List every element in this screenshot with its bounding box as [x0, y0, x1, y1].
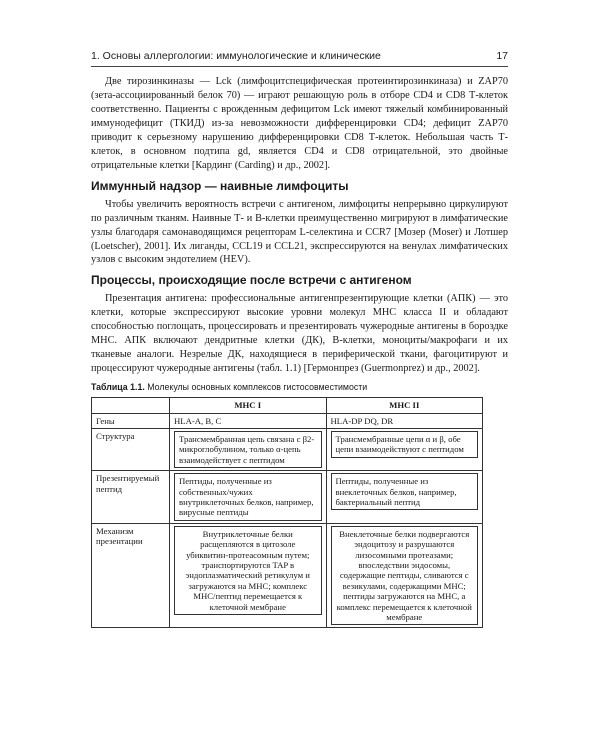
cell-mhc1-wrap: [170, 523, 327, 628]
cell-mhc2-wrap: [326, 523, 483, 628]
header-rule: [91, 66, 508, 67]
row-label: Гены: [92, 413, 170, 428]
table-row: [92, 413, 483, 428]
page-body: [91, 75, 508, 628]
cell-mhc1-wrap: [170, 471, 327, 524]
cell-mhc1: Пептиды, полученные из собственных/чужих внутриклеточных белков, например, вирусные пептиды: [174, 473, 322, 521]
running-head: [91, 50, 508, 62]
cell-mhc2: Пептиды, полученные из внеклеточных белков, например, бактериальный пептид: [331, 473, 479, 510]
table-header-mhc1: MHC I: [170, 398, 327, 413]
table-row: [92, 428, 483, 470]
cell-mhc2: Трансмембранные цепи α и β, обе цепи взаимодействуют с пептидом: [331, 431, 479, 458]
cell-mhc1: HLA-A, B, C: [170, 413, 327, 428]
section-heading-immune-surveillance: Иммунный надзор — наивные лимфоциты: [91, 178, 349, 193]
paragraph-lymphocyte-circulation: Чтобы увеличить вероятность встречи с антигеном, лимфоциты непрерывно циркулируют по различным тканям. Наивные Т- и В-клетки преимущественно мигрируют в лимфатические узлы благодаря самонаводящимся рецепторам L-селектина и CCR7 [Мозер (Moser) и Лотшер (Loetscher), 2001]. Их лиганды, CCL19 и CCL21, экспрессируются на венулах лимфатических узлов с высоким эндотелием (HEV).: [91, 198, 508, 266]
cell-mhc2: HLA-DP DQ, DR: [326, 413, 483, 428]
mhc-table: [91, 397, 483, 628]
table-header-row: [92, 398, 483, 413]
table-caption-label: Таблица 1.1.: [91, 382, 145, 393]
cell-mhc1: Внутриклеточные белки расщепляются в цитозоле убиквитин-протеасомным путем; транспортируются TAP в эндоплазматический ретикулум и загружаются на MHC; комплекс MHC/пептид перемещается к клеточной мембране: [174, 526, 322, 615]
table-caption-text: Молекулы основных комплексов гистосовместимости: [147, 382, 368, 393]
table-caption: [91, 382, 508, 393]
cell-mhc1: Трансмембранная цепь связана с β2-микроглобулином, только α-цепь взаимодействует с пептидом: [174, 431, 322, 468]
cell-mhc2: Внеклеточные белки подвергаются эндоцитозу и разрушаются лизосомными протеазами; впоследствии эндосомы, содержащие пептиды, сливаются с везикулами, содержащими MHC; пептиды загружаются на MHC, а комплекс перемещается к клеточной мембране: [331, 526, 479, 626]
paragraph-antigen-presentation: Презентация антигена: профессиональные антигенпрезентирующие клетки (АПК) — это клетки, которые экспрессируют высокие уровни молекул MHC класса II и обладают способностью поглощать, процессировать и презентировать чужеродные антигены в бороздке MHC. АПК включают дендритные клетки (ДК), В-клетки, моноциты/макрофаги и их тканевые аналоги. Незрелые ДК, находящиеся в периферической ткани, фагоцитируют и процессируют чужеродные антигены (табл. 1.1) [Гермонпрез (Guermonprez) и др., 2002].: [91, 293, 508, 375]
paragraph-tyrosine-kinases: Две тирозинкиназы — Lck (лимфоцитспецифическая протеинтирозинкиназа) и ZAP70 (зета-ассоциированный белок 70) — играют решающую роль в отборе CD4 и CD8 Т-клеток соответственно. Пациенты с врожденным дефицитом Lck имеют тяжелый комбинированный иммунодефицит (ТКИД) из-за невозможности дифференцировки CD4; дефицит ZAP70 приводит к серьезному нарушению дифференцировки CD8 Т-клеток. Небольшая часть Т-клеток, в основном подтипа gd, является CD4 и CD8 отрицательной, это двойные отрицательные клетки [Кардинг (Carding) и др., 2002].: [91, 76, 508, 171]
page-number: 17: [496, 50, 508, 62]
row-label: Структура: [92, 428, 170, 470]
cell-mhc2-wrap: [326, 428, 483, 470]
table-row: [92, 471, 483, 524]
cell-mhc1-wrap: [170, 428, 327, 470]
cell-mhc2-wrap: [326, 471, 483, 524]
table-header-mhc2: MHC II: [326, 398, 483, 413]
table-row: [92, 523, 483, 628]
table-header-empty: [92, 398, 170, 413]
row-label: Презентируемый пептид: [92, 471, 170, 524]
running-head-title: 1. Основы аллергологии: иммунологические и клинические: [91, 50, 381, 62]
section-heading-antigen-processes: Процессы, происходящие после встречи с антигеном: [91, 273, 412, 288]
row-label: Механизм презентации: [92, 523, 170, 628]
